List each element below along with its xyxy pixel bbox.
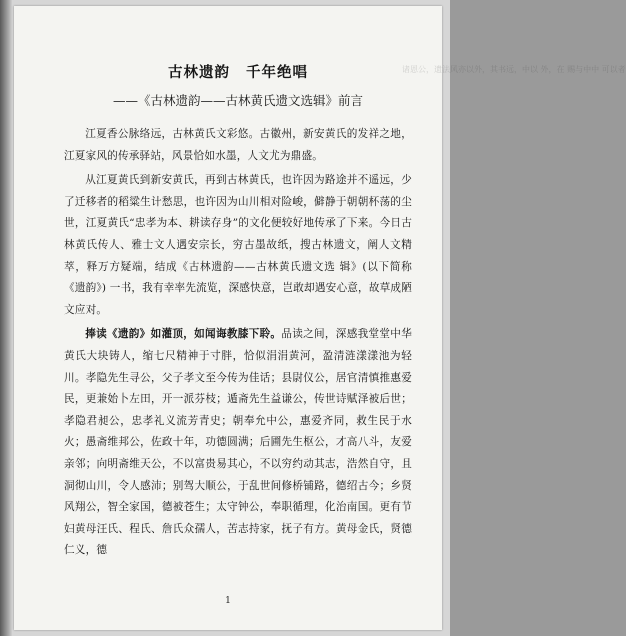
page-subtitle: ——《古林遗韵——古林黄氏遗文选辑》前言 bbox=[112, 93, 363, 108]
book-binding-edge bbox=[0, 0, 12, 636]
page-number: 1 bbox=[225, 596, 231, 606]
paragraph-1: 江夏香公脉络远，古林黄氏文彩悠。古徽州，新安黄氏的发祥之地，江夏家风的传承驿站，风景恰如水墨，人文尤为鼎盛。 bbox=[64, 128, 412, 162]
title-part-2: 千年绝唱 bbox=[246, 65, 308, 81]
paragraph-3-body: 品读之间，深感我堂堂中华黄氏大块铸人，缩七尺精神于寸胖，恰似涓涓黄河，盈清涟漾漾池为轻川。孝隐先生寻公，父子孝文至今传为佳话；县尉仪公，居官清慎推惠爱民，更兼始卜左田，开一派芬枝；遁斋先生益谦公，传世诗赋泽被后世；孝隐君昶公，忠孝礼义流芳青史；朝奉允中公，惠爱齐同，救生民于水火；愚斋维邦公，佐政十年，功德圆满；后圃先生枢公，才高八斗，友爱亲邻；向明斋维天公，不以富贵易其心，不以穷约动其志，浩然自守，且洞彻山川，令人感沛；别驾大顺公，于乱世间修桥铺路，德绍古今；乡贤风翔公，智全家国，德被苍生；太守钟公，奉职循理，化治南国。更有节妇黄母汪氏、程氏、詹氏众孺人，苦志持家，抚子有方。黄母金氏，贤德仁义，德 bbox=[64, 328, 412, 557]
paragraph-3-bold-lead: 捧读《遗韵》如灌顶，如闻诲教膝下聆。 bbox=[85, 328, 282, 341]
paragraph-2: 从江夏黄氏到新安黄氏，再到古林黄氏，也许因为路途并不遥远，少了迁移者的稻粱生计愁思，也许因为山川相对险峻，僻静于朝朝杯荡的尘世，江夏黄氏“忠孝为本、耕读存身”的文化便较好地传承了下来。今日古林黄氏传人、雅士文人遇安宗长，穷古墨故纸，搜古林遗文，阐人文精萃，释万方疑端，结成《古林遗韵——古林黄氏遗文选 辑》(以下简称《遗韵》) 一书，我有幸率先流览，深感快意，岂敢却遇安心意，故草成陋文应对。 bbox=[64, 174, 412, 316]
title-part-1: 古林遗韵 bbox=[168, 65, 230, 81]
facing-page-bleed-through: 诸恩公，遗法风亦以外，其书远，中以 外，在 赐与中中 可以者 bbox=[402, 65, 626, 74]
page-content bbox=[64, 64, 412, 562]
page-title bbox=[64, 64, 412, 82]
paragraph-3 bbox=[64, 324, 412, 562]
document-page bbox=[14, 6, 626, 630]
